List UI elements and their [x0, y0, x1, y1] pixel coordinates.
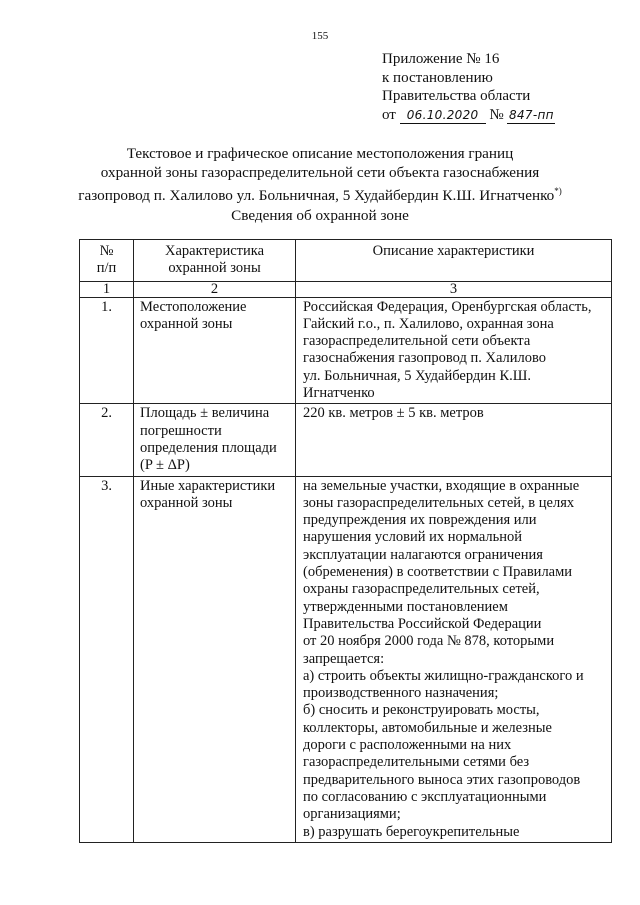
from-label: от: [382, 106, 396, 123]
characteristic-line: (P ± ΔP): [140, 457, 190, 474]
header-char-line-2: охранной зоны: [168, 260, 261, 277]
index-cell: 1: [80, 281, 134, 297]
description-line: запрещается:: [303, 650, 385, 667]
title-line-3: [60, 182, 580, 205]
header-char-line-1: Характеристика: [164, 243, 265, 259]
title-line-3-text: газопровод п. Халилово ул. Больничная, 5 Худайбердин К.Ш. Игнатченко: [78, 187, 555, 205]
row-description: [296, 476, 612, 842]
table-index-row: [80, 281, 612, 297]
row-characteristic: [134, 476, 296, 842]
characteristic-line: погрешности: [140, 422, 222, 439]
appendix-line-2: к постановлению: [382, 69, 493, 86]
description-line: газораспределительными сетями без: [303, 754, 530, 771]
description-line: производственного назначения;: [303, 685, 499, 702]
row-number: 3.: [80, 476, 134, 842]
description-line: от 20 ноября 2000 года № 878, которыми: [303, 633, 555, 650]
header-characteristic: [134, 240, 296, 282]
number-label: №: [489, 106, 504, 123]
header-description: Описание характеристики: [296, 240, 612, 282]
description-line: организациями;: [303, 806, 401, 823]
description-line: нарушения условий их нормальной: [303, 529, 523, 546]
description-line: газоснабжения газопровод п. Халилово: [303, 350, 547, 367]
description-line: дороги с расположенными на них: [303, 737, 512, 754]
table-header-row: [80, 240, 612, 282]
index-cell: 3: [296, 281, 612, 297]
description-line: 220 кв. метров ± 5 кв. метров: [303, 405, 484, 422]
table-row: [80, 404, 612, 476]
description-line: ул. Больничная, 5 Худайбердин К.Ш.: [303, 367, 531, 384]
row-characteristic: [134, 404, 296, 476]
description-line: Правительства Российской Федерации: [303, 615, 542, 632]
header-num-line-1: №: [99, 243, 114, 259]
table-row: [80, 476, 612, 842]
characteristic-line: охранной зоны: [140, 494, 233, 511]
document-title: [60, 144, 580, 205]
page-number: 155: [311, 30, 329, 42]
characteristic-line: определения площади: [140, 439, 277, 456]
description-line: б) сносить и реконструировать мосты,: [303, 702, 540, 719]
appendix-block: [382, 50, 555, 124]
description-line: предварительного выноса этих газопроводов: [303, 771, 581, 788]
description-line: зоны газораспределительных сетей, в целях: [303, 494, 575, 511]
description-line: в) разрушать берегоукрепительные: [303, 823, 520, 840]
header-num-line-2: п/п: [96, 260, 117, 277]
footnote-mark: *): [554, 186, 562, 196]
description-line: газораспределительной сети объекта: [303, 333, 531, 350]
description-line: (обременения) в соответствии с Правилами: [303, 564, 573, 581]
description-line: предупреждения их повреждения или: [303, 512, 537, 529]
row-number: 2.: [80, 404, 134, 476]
handwritten-date: 06.10.2020: [400, 108, 486, 124]
description-line: утвержденными постановлением: [303, 598, 508, 615]
table-row: [80, 297, 612, 404]
description-line: а) строить объекты жилищно-гражданского и: [303, 667, 584, 684]
row-description: [296, 297, 612, 404]
row-description: [296, 404, 612, 476]
handwritten-number: 847-пп: [509, 107, 554, 122]
section-subtitle: Сведения об охранной зоне: [231, 207, 409, 224]
appendix-line-1: Приложение № 16: [382, 51, 500, 67]
title-line-1: Текстовое и графическое описание местоположения границ: [126, 145, 514, 162]
header-num: [80, 240, 134, 282]
characteristic-line: охранной зоны: [140, 315, 233, 332]
characteristic-line: Площадь ± величина: [140, 405, 270, 422]
description-line: Игнатченко: [303, 385, 375, 402]
row-number: 1.: [80, 297, 134, 404]
row-characteristic: [134, 297, 296, 404]
characteristic-line: Местоположение: [140, 298, 247, 315]
zone-info-table: [79, 239, 612, 843]
appendix-line-3: Правительства области: [382, 88, 531, 104]
description-line: охраны газораспределительных сетей,: [303, 581, 540, 598]
description-line: Российская Федерация, Оренбургская область,: [303, 298, 592, 315]
title-line-2: охранной зоны газораспределительной сети объекта газоснабжения: [100, 164, 540, 181]
description-line: Гайский г.о., п. Халилово, охранная зона: [303, 315, 554, 332]
characteristic-line: Иные характеристики: [140, 477, 276, 494]
description-line: эксплуатации налагаются ограничения: [303, 546, 543, 563]
description-line: по согласованию с эксплуатационными: [303, 788, 547, 805]
appendix-date-line: [382, 106, 555, 125]
index-cell: 2: [134, 281, 296, 297]
description-line: на земельные участки, входящие в охранные: [303, 477, 580, 494]
description-line: коллекторы, автомобильные и железные: [303, 719, 552, 736]
